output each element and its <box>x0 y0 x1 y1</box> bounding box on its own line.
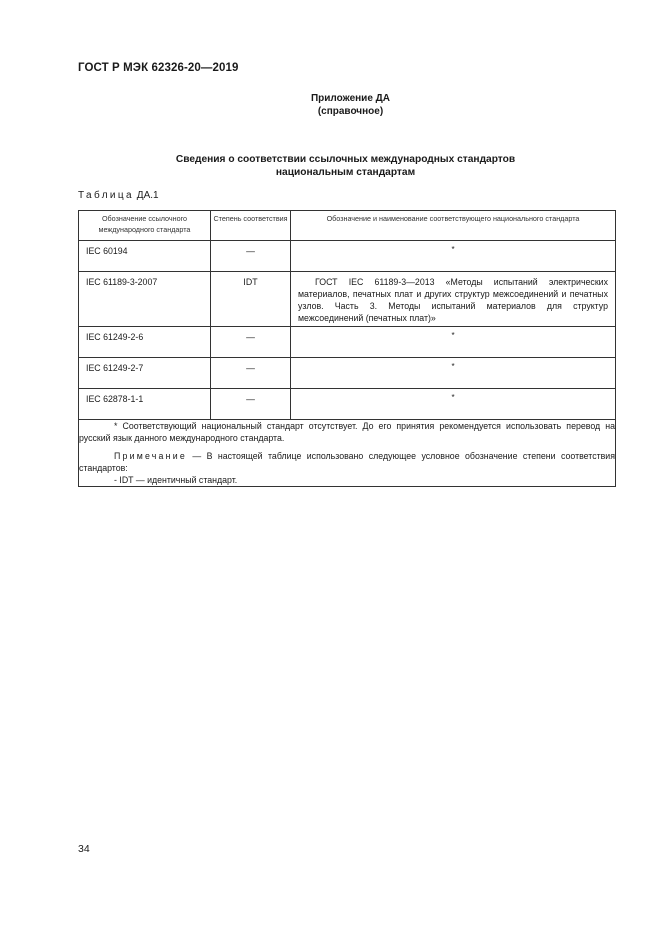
document-title-line-1: Сведения о соответствии ссылочных международных стандартов <box>175 154 516 165</box>
table-caption-prefix: Таблица <box>78 190 135 201</box>
note-text: — В настоящей таблице использовано следующее условное обозначение степени соответствия стандартов: <box>79 451 615 473</box>
table-notes <box>79 420 616 487</box>
note-item: - IDT — идентичный стандарт. <box>114 475 238 485</box>
national-standard-cell: * <box>291 358 616 389</box>
table-row <box>79 389 616 420</box>
table-row <box>79 272 616 327</box>
page-header: ГОСТ Р МЭК 62326-20—2019 <box>78 62 239 74</box>
note <box>79 450 615 474</box>
national-standard-cell: * <box>291 389 616 420</box>
standards-table <box>78 210 616 487</box>
degree-cell <box>211 327 291 358</box>
table-header-row <box>79 211 616 241</box>
table-row <box>79 327 616 358</box>
degree-value: — <box>246 246 255 256</box>
note-label: Примечание <box>114 451 187 461</box>
degree-value: — <box>246 363 255 373</box>
table-notes-row <box>79 420 616 487</box>
page-number: 34 <box>78 843 90 855</box>
annex-subtitle: (справочное) <box>317 106 384 117</box>
reference-code: IEC 61249-2-6 <box>79 327 211 358</box>
column-header-reference: Обозначение ссылочного международного стандарта <box>79 211 211 241</box>
table-row <box>79 241 616 272</box>
table-caption <box>78 190 159 201</box>
degree-value: — <box>246 332 255 342</box>
degree-cell <box>211 389 291 420</box>
degree-cell <box>211 358 291 389</box>
footnote: * Соответствующий национальный стандарт отсутствует. До его принятия рекомендуется использовать перевод на русский язык данного международного стандарта. <box>79 421 615 443</box>
annex-title: Приложение ДА <box>310 93 391 104</box>
document-title <box>0 153 661 179</box>
table-caption-number: ДА.1 <box>134 190 159 201</box>
national-standard-cell: * <box>291 241 616 272</box>
reference-code: IEC 61189-3-2007 <box>79 272 211 327</box>
national-standard-cell: * <box>291 327 616 358</box>
column-header-national-standard: Обозначение и наименование соответствующего национального стандарта <box>291 211 616 241</box>
annex-heading <box>0 92 661 118</box>
table-row <box>79 358 616 389</box>
reference-code: IEC 62878-1-1 <box>79 389 211 420</box>
document-title-line-2: национальным стандартам <box>275 167 416 178</box>
degree-cell <box>211 241 291 272</box>
degree-cell: IDT <box>211 272 291 327</box>
reference-code: IEC 60194 <box>79 241 211 272</box>
column-header-degree: Степень соответствия <box>211 211 291 241</box>
degree-value: — <box>246 394 255 404</box>
national-standard-cell: ГОСТ IEC 61189-3—2013 «Методы испытаний электрических материалов, печатных плат и других структур межсоединений и печатных узлов. Часть 3. Методы испытаний материалов для структур межсоединений (печатных плат)» <box>291 272 616 327</box>
reference-code: IEC 61249-2-7 <box>79 358 211 389</box>
